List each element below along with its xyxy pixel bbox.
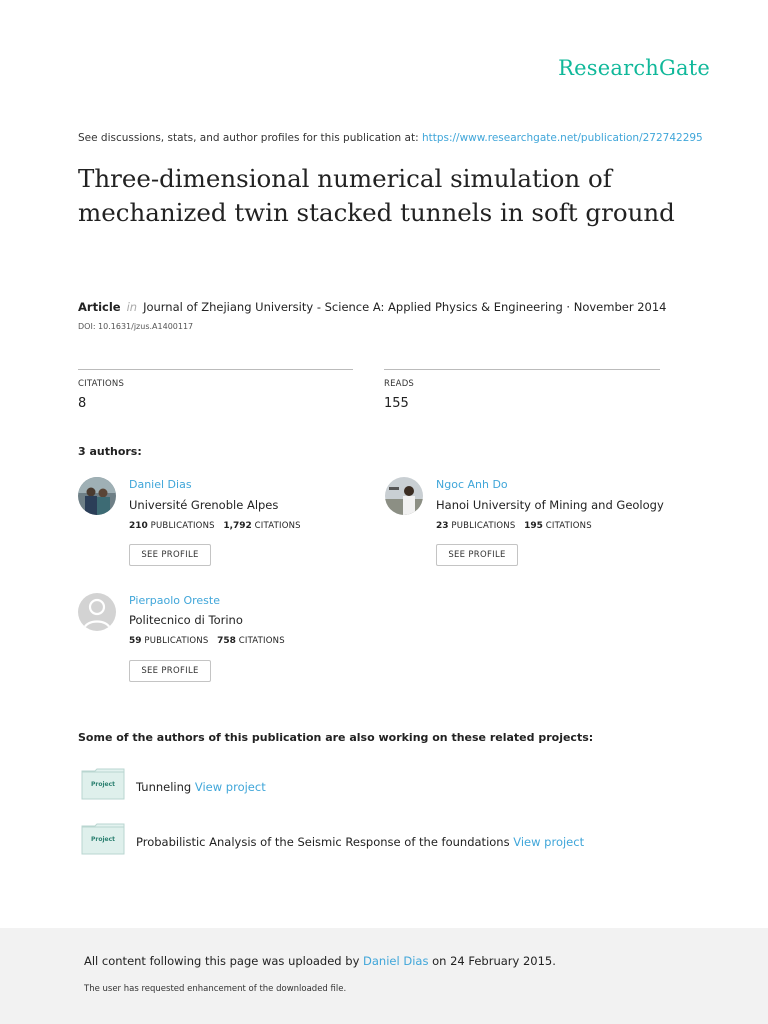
publications-label: PUBLICATIONS	[150, 521, 215, 531]
projects-heading: Some of the authors of this publication are also working on these related projects:	[78, 731, 594, 744]
project-name: Probabilistic Analysis of the Seismic Response of the foundations	[136, 835, 510, 849]
default-user-icon	[78, 593, 116, 631]
author-stats	[129, 521, 301, 531]
author-name-link[interactable]: Pierpaolo Oreste	[129, 594, 220, 607]
reads-divider	[384, 369, 660, 370]
avatar[interactable]	[78, 477, 116, 515]
author-name-link[interactable]: Daniel Dias	[129, 478, 192, 491]
view-project-link[interactable]: View project	[513, 835, 585, 849]
project-folder-icon	[81, 823, 125, 853]
author-stats	[129, 636, 285, 646]
publications-label: PUBLICATIONS	[144, 636, 209, 646]
upload-footer	[0, 928, 768, 1024]
citations-label: CITATIONS	[238, 636, 285, 646]
publications-count: 59	[129, 636, 142, 646]
authors-heading: 3 authors:	[78, 445, 142, 458]
avatar[interactable]	[385, 477, 423, 515]
publication-title: Three-dimensional numerical simulation of mechanized twin stacked tunnels in soft ground	[78, 164, 675, 227]
reads-count: 155	[384, 396, 409, 411]
publication-meta	[78, 300, 666, 314]
project-folder-icon	[81, 768, 125, 798]
author-affiliation: Politecnico di Torino	[129, 613, 243, 627]
enhancement-note: The user has requested enhancement of the downloaded file.	[84, 984, 347, 994]
journal-name: Journal of Zhejiang University - Science A: Applied Physics & Engineering · November 2014	[143, 300, 667, 314]
project-icon-label: Project	[90, 835, 116, 843]
citations-count: 8	[78, 396, 87, 411]
citations-count: 195	[524, 521, 543, 531]
see-profile-button[interactable]: SEE PROFILE	[129, 660, 211, 682]
doi: DOI: 10.1631/jzus.A1400117	[78, 322, 194, 331]
see-profile-button[interactable]: SEE PROFILE	[129, 544, 211, 566]
view-project-link[interactable]: View project	[194, 780, 266, 794]
citations-label: CITATIONS	[78, 379, 125, 389]
citations-count: 758	[217, 636, 236, 646]
publications-label: PUBLICATIONS	[451, 521, 516, 531]
avatar[interactable]	[78, 593, 116, 631]
project-name: Tunneling	[136, 780, 192, 794]
project-item	[136, 835, 584, 849]
project-icon-label: Project	[90, 780, 116, 788]
see-profile-button[interactable]: SEE PROFILE	[436, 544, 518, 566]
photo-avatar-icon	[385, 477, 423, 515]
publications-count: 210	[129, 521, 148, 531]
upload-suffix: on 24 February 2015.	[428, 954, 556, 968]
citations-divider	[78, 369, 353, 370]
author-name-link[interactable]: Ngoc Anh Do	[436, 478, 508, 491]
discussion-text: See discussions, stats, and author profiles for this publication at:	[78, 132, 422, 144]
discussion-line	[78, 132, 703, 144]
author-affiliation: Hanoi University of Mining and Geology	[436, 498, 664, 512]
upload-prefix: All content following this page was uploaded by	[84, 954, 364, 968]
project-item	[136, 780, 266, 794]
researchgate-logo[interactable]: ResearchGate	[558, 56, 710, 80]
photo-avatar-icon	[78, 477, 116, 515]
citations-label: CITATIONS	[254, 521, 301, 531]
reads-label: READS	[384, 379, 415, 389]
citations-count: 1,792	[223, 521, 252, 531]
in-word: in	[126, 300, 138, 314]
publication-type: Article	[78, 300, 121, 314]
author-stats	[436, 521, 592, 531]
upload-info	[84, 954, 556, 968]
publication-url-link[interactable]: https://www.researchgate.net/publication/272742295	[421, 132, 703, 144]
publications-count: 23	[436, 521, 449, 531]
author-affiliation: Université Grenoble Alpes	[129, 498, 279, 512]
citations-label: CITATIONS	[545, 521, 592, 531]
uploader-link[interactable]: Daniel Dias	[363, 954, 429, 968]
